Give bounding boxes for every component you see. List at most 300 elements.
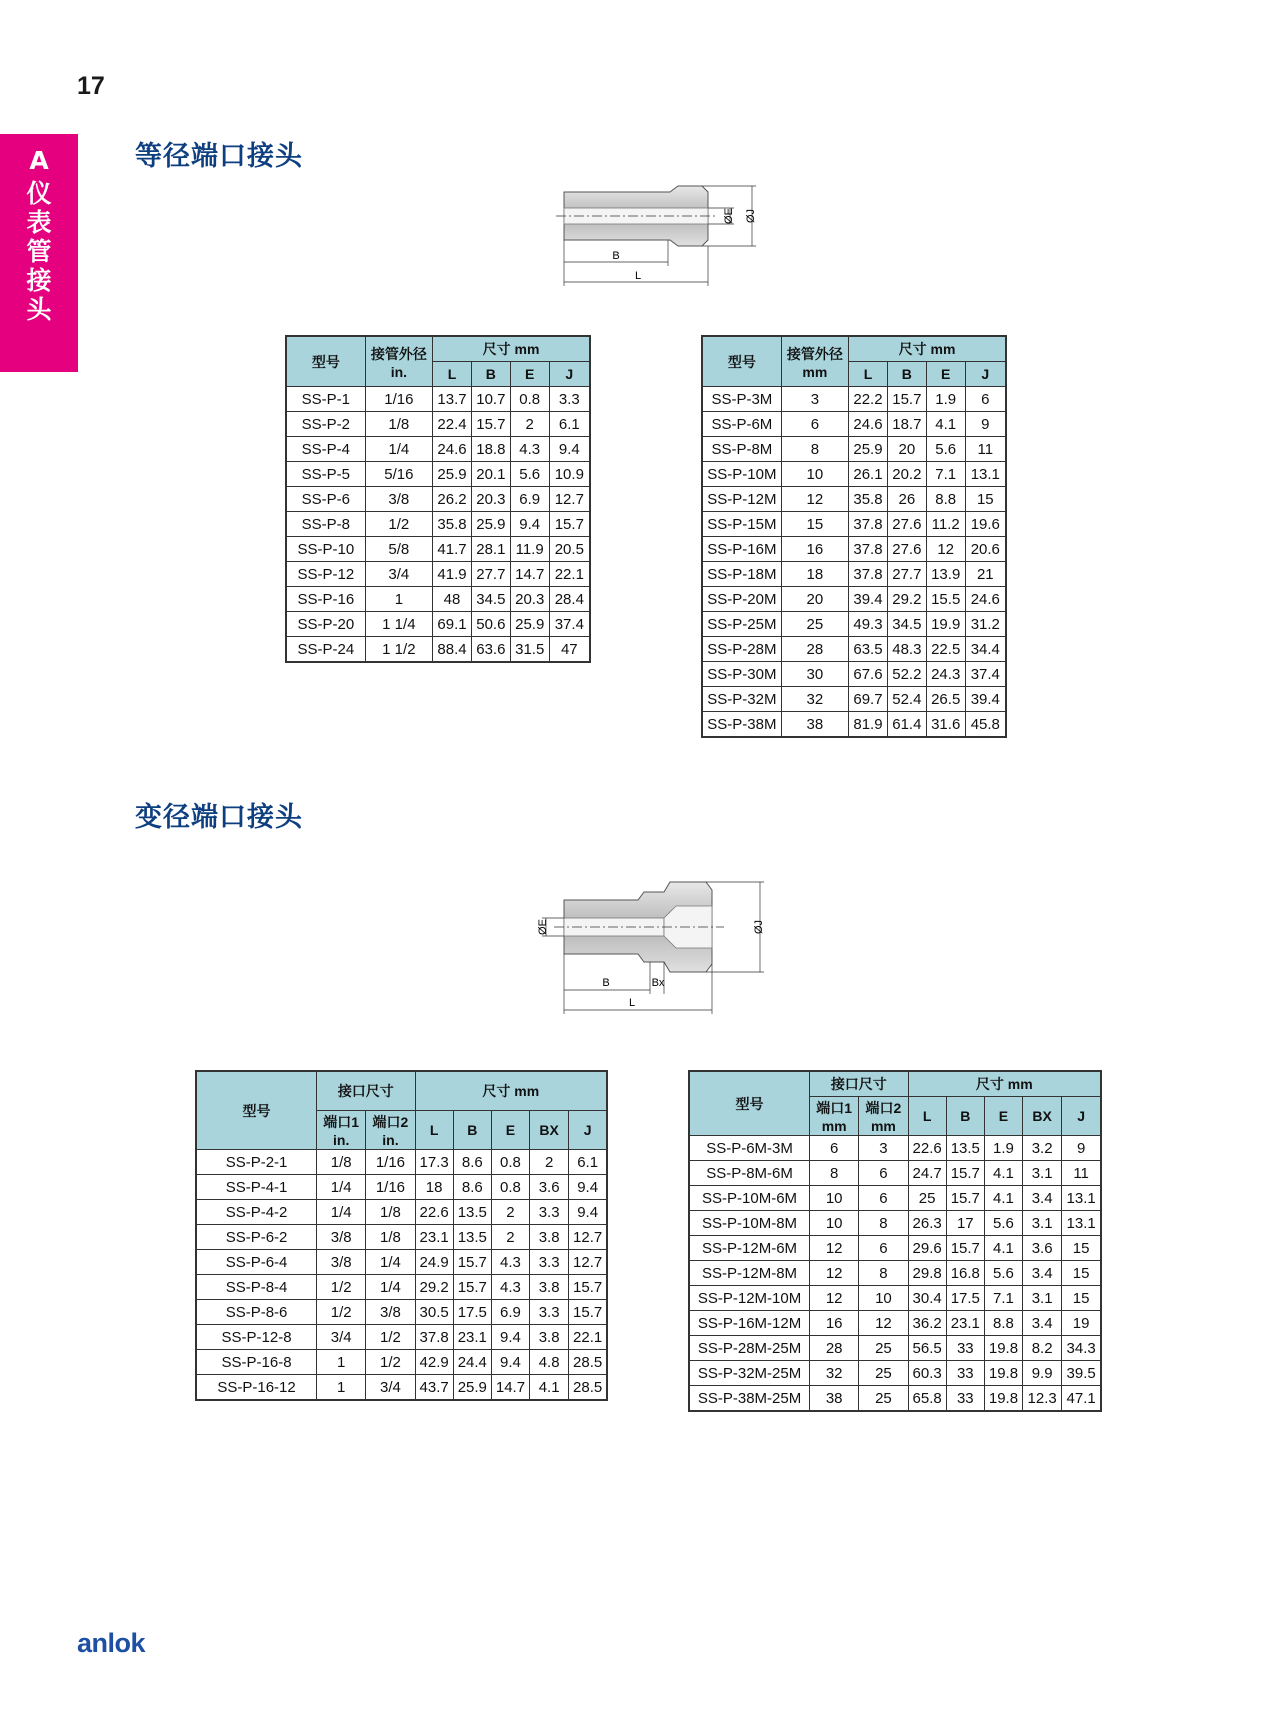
cell-value: 3.1 <box>1023 1211 1062 1236</box>
cell-value: 27.7 <box>471 562 510 587</box>
cell-model: SS-P-16-8 <box>196 1350 317 1375</box>
cell-value: 8.2 <box>1023 1336 1062 1361</box>
cell-value: 3/8 <box>317 1225 366 1250</box>
header-dim-col: J <box>1062 1097 1101 1136</box>
cell-value: 9.4 <box>569 1200 607 1225</box>
cell-value: 24.9 <box>415 1250 453 1275</box>
cell-value: 22.1 <box>549 562 590 587</box>
cell-value: 15.7 <box>569 1275 607 1300</box>
table-row <box>702 712 1006 738</box>
page-number: 17 <box>77 72 105 100</box>
cell-value: 4.1 <box>984 1186 1022 1211</box>
header-model: 型号 <box>689 1071 810 1136</box>
cell-value: 5.6 <box>984 1261 1022 1286</box>
cell-value: 9.9 <box>1023 1361 1062 1386</box>
cell-value: 10 <box>859 1286 908 1311</box>
cell-value: 12 <box>810 1236 859 1261</box>
cell-value: 2 <box>510 412 549 437</box>
dim-label-b: B <box>612 250 620 262</box>
cell-model: SS-P-18M <box>702 562 781 587</box>
cell-value: 15 <box>965 487 1006 512</box>
cell-value: 41.9 <box>433 562 472 587</box>
header-dim-col: BX <box>1023 1097 1062 1136</box>
cell-value: 15.7 <box>471 412 510 437</box>
cell-value: 52.2 <box>887 662 926 687</box>
header-port1: 端口1 mm <box>810 1097 859 1136</box>
cell-value: 24.6 <box>849 412 888 437</box>
cell-value: 48.3 <box>887 637 926 662</box>
cell-value: 3.1 <box>1023 1161 1062 1186</box>
cell-value: 25.9 <box>510 612 549 637</box>
cell-value: 30 <box>781 662 848 687</box>
cell-value: 26 <box>887 487 926 512</box>
reducing-port-fitting-diagram <box>528 870 788 1030</box>
cell-value: 2 <box>530 1150 569 1175</box>
cell-value: 20 <box>887 437 926 462</box>
cell-value: 13.9 <box>926 562 965 587</box>
cell-value: 19.9 <box>926 612 965 637</box>
cell-value: 15.7 <box>453 1250 491 1275</box>
table-row <box>702 412 1006 437</box>
cell-value: 12 <box>810 1261 859 1286</box>
header-dim-col: E <box>491 1111 529 1150</box>
cell-value: 12 <box>810 1286 859 1311</box>
cell-value: 3/4 <box>366 1375 415 1401</box>
cell-value: 1/2 <box>366 1350 415 1375</box>
cell-value: 28.1 <box>471 537 510 562</box>
header-port2: 端口2 mm <box>859 1097 908 1136</box>
table-row <box>689 1211 1101 1236</box>
cell-value: 50.6 <box>471 612 510 637</box>
cell-value: 16.8 <box>946 1261 984 1286</box>
reducing-port-metric-table <box>688 1070 1102 1412</box>
cell-model: SS-P-12M-10M <box>689 1286 810 1311</box>
header-port1: 端口1 in. <box>317 1111 366 1150</box>
cell-value: 48 <box>433 587 472 612</box>
cell-value: 37.8 <box>849 512 888 537</box>
dim-label-b: B <box>602 977 610 989</box>
cell-value: 1/4 <box>366 1275 415 1300</box>
table-row <box>196 1325 607 1350</box>
cell-value: 34.5 <box>471 587 510 612</box>
cell-value: 37.4 <box>549 612 590 637</box>
cell-model: SS-P-28M-25M <box>689 1336 810 1361</box>
cell-value: 25.9 <box>471 512 510 537</box>
cell-value: 22.1 <box>569 1325 607 1350</box>
cell-value: 22.6 <box>908 1136 946 1161</box>
cell-value: 35.8 <box>849 487 888 512</box>
table-row <box>689 1311 1101 1336</box>
cell-value: 16 <box>781 537 848 562</box>
cell-value: 25.9 <box>849 437 888 462</box>
cell-value: 39.4 <box>965 687 1006 712</box>
cell-value: 5/16 <box>365 462 432 487</box>
cell-value: 37.8 <box>415 1325 453 1350</box>
cell-value: 6.1 <box>549 412 590 437</box>
table-row <box>196 1250 607 1275</box>
table-row <box>689 1161 1101 1186</box>
cell-model: SS-P-20 <box>286 612 365 637</box>
cell-model: SS-P-6M-3M <box>689 1136 810 1161</box>
cell-value: 25 <box>859 1386 908 1412</box>
cell-value: 42.9 <box>415 1350 453 1375</box>
cell-value: 1 <box>365 587 432 612</box>
table-row <box>702 587 1006 612</box>
cell-value: 13.1 <box>965 462 1006 487</box>
cell-value: 35.8 <box>433 512 472 537</box>
cell-value: 28.5 <box>569 1350 607 1375</box>
cell-value: 1.9 <box>926 387 965 412</box>
cell-value: 15.7 <box>453 1275 491 1300</box>
cell-value: 7.1 <box>984 1286 1022 1311</box>
cell-model: SS-P-5 <box>286 462 365 487</box>
cell-model: SS-P-38M <box>702 712 781 738</box>
cell-value: 34.4 <box>965 637 1006 662</box>
cell-value: 63.6 <box>471 637 510 663</box>
dim-label-e: ØE <box>537 919 549 935</box>
table-row <box>196 1200 607 1225</box>
cell-value: 37.8 <box>849 562 888 587</box>
cell-value: 1/16 <box>366 1150 415 1175</box>
cell-value: 0.8 <box>491 1150 529 1175</box>
cell-value: 37.8 <box>849 537 888 562</box>
table-row <box>702 537 1006 562</box>
cell-value: 19.8 <box>984 1336 1022 1361</box>
header-port-size: 接口尺寸 <box>810 1071 908 1097</box>
header-model: 型号 <box>286 336 365 387</box>
header-dim-col: B <box>471 362 510 387</box>
cell-value: 20.3 <box>510 587 549 612</box>
cell-value: 3/8 <box>365 487 432 512</box>
cell-value: 9 <box>1062 1136 1101 1161</box>
cell-value: 33 <box>946 1386 984 1412</box>
cell-model: SS-P-32M-25M <box>689 1361 810 1386</box>
cell-value: 52.4 <box>887 687 926 712</box>
table-row <box>286 537 590 562</box>
header-dim-col: J <box>965 362 1006 387</box>
side-section-tab <box>0 134 78 372</box>
cell-value: 15 <box>781 512 848 537</box>
cell-value: 12.7 <box>569 1250 607 1275</box>
cell-value: 16 <box>810 1311 859 1336</box>
cell-model: SS-P-12M <box>702 487 781 512</box>
header-dim-col: B <box>946 1097 984 1136</box>
cell-value: 25.9 <box>453 1375 491 1401</box>
header-dim-col: E <box>926 362 965 387</box>
header-dim-col: E <box>510 362 549 387</box>
cell-value: 12.3 <box>1023 1386 1062 1412</box>
cell-value: 1/4 <box>317 1200 366 1225</box>
cell-model: SS-P-10M <box>702 462 781 487</box>
cell-value: 3.3 <box>530 1200 569 1225</box>
cell-value: 47.1 <box>1062 1386 1101 1412</box>
cell-value: 24.4 <box>453 1350 491 1375</box>
table-row <box>196 1375 607 1401</box>
cell-value: 39.4 <box>849 587 888 612</box>
cell-value: 60.3 <box>908 1361 946 1386</box>
cell-value: 3.6 <box>530 1175 569 1200</box>
cell-value: 27.6 <box>887 512 926 537</box>
cell-value: 24.6 <box>433 437 472 462</box>
cell-value: 1 <box>317 1375 366 1401</box>
header-dimensions: 尺寸 mm <box>849 336 1006 362</box>
cell-value: 31.6 <box>926 712 965 738</box>
cell-value: 39.5 <box>1062 1361 1101 1386</box>
cell-value: 20.5 <box>549 537 590 562</box>
cell-value: 23.1 <box>415 1225 453 1250</box>
cell-model: SS-P-15M <box>702 512 781 537</box>
cell-value: 33 <box>946 1336 984 1361</box>
cell-value: 5/8 <box>365 537 432 562</box>
cell-value: 6.9 <box>510 487 549 512</box>
cell-value: 8 <box>781 437 848 462</box>
cell-value: 4.1 <box>530 1375 569 1401</box>
cell-value: 8 <box>859 1261 908 1286</box>
cell-value: 29.8 <box>908 1261 946 1286</box>
cell-value: 3/8 <box>366 1300 415 1325</box>
cell-value: 7.1 <box>926 462 965 487</box>
cell-value: 5.6 <box>926 437 965 462</box>
cell-value: 4.1 <box>984 1236 1022 1261</box>
cell-model: SS-P-30M <box>702 662 781 687</box>
header-dimensions: 尺寸 mm <box>415 1071 607 1111</box>
table-row <box>689 1286 1101 1311</box>
cell-value: 32 <box>781 687 848 712</box>
header-dim-col: B <box>887 362 926 387</box>
cell-value: 38 <box>781 712 848 738</box>
table-row <box>286 637 590 663</box>
cell-value: 14.7 <box>491 1375 529 1401</box>
cell-value: 6 <box>859 1186 908 1211</box>
cell-value: 18.8 <box>471 437 510 462</box>
cell-value: 38 <box>810 1386 859 1412</box>
table-row <box>196 1300 607 1325</box>
cell-value: 29.6 <box>908 1236 946 1261</box>
cell-model: SS-P-20M <box>702 587 781 612</box>
cell-value: 1/4 <box>365 437 432 462</box>
cell-value: 20.2 <box>887 462 926 487</box>
cell-value: 24.7 <box>908 1161 946 1186</box>
side-tab-char: 仪 <box>26 179 52 208</box>
cell-value: 15 <box>1062 1236 1101 1261</box>
header-dimensions: 尺寸 mm <box>908 1071 1101 1097</box>
equal-port-metric-table <box>701 335 1007 738</box>
cell-value: 3/8 <box>317 1250 366 1275</box>
cell-value: 8.6 <box>453 1150 491 1175</box>
cell-value: 37.4 <box>965 662 1006 687</box>
cell-value: 4.8 <box>530 1350 569 1375</box>
cell-value: 33 <box>946 1361 984 1386</box>
table-row <box>702 687 1006 712</box>
cell-model: SS-P-4-1 <box>196 1175 317 1200</box>
table-row <box>689 1186 1101 1211</box>
cell-value: 29.2 <box>887 587 926 612</box>
brand-logo: anlok <box>77 1628 146 1658</box>
table-row <box>689 1236 1101 1261</box>
cell-value: 6 <box>859 1236 908 1261</box>
cell-value: 45.8 <box>965 712 1006 738</box>
cell-value: 18 <box>415 1175 453 1200</box>
cell-value: 10.7 <box>471 387 510 412</box>
cell-value: 1/16 <box>365 387 432 412</box>
cell-value: 13.1 <box>1062 1211 1101 1236</box>
cell-value: 28.4 <box>549 587 590 612</box>
table-row <box>689 1336 1101 1361</box>
table-row <box>286 412 590 437</box>
cell-value: 5.6 <box>510 462 549 487</box>
cell-value: 1 <box>317 1350 366 1375</box>
table-row <box>286 387 590 412</box>
cell-value: 5.6 <box>984 1211 1022 1236</box>
cell-value: 11.2 <box>926 512 965 537</box>
cell-value: 19.6 <box>965 512 1006 537</box>
table-row <box>689 1136 1101 1161</box>
cell-model: SS-P-10M-8M <box>689 1211 810 1236</box>
cell-value: 61.4 <box>887 712 926 738</box>
side-tab-char: 接 <box>26 266 52 295</box>
cell-value: 28 <box>810 1336 859 1361</box>
table-row <box>702 462 1006 487</box>
cell-model: SS-P-2 <box>286 412 365 437</box>
header-model: 型号 <box>702 336 781 387</box>
cell-value: 8.8 <box>926 487 965 512</box>
cell-value: 41.7 <box>433 537 472 562</box>
cell-value: 21 <box>965 562 1006 587</box>
section-title-reducing-port: 变径端口接头 <box>135 802 303 833</box>
cell-value: 67.6 <box>849 662 888 687</box>
cell-model: SS-P-8 <box>286 512 365 537</box>
cell-value: 15.7 <box>946 1236 984 1261</box>
cell-value: 9 <box>965 412 1006 437</box>
cell-value: 1/8 <box>365 412 432 437</box>
cell-value: 9.4 <box>510 512 549 537</box>
cell-value: 4.1 <box>926 412 965 437</box>
cell-value: 3.3 <box>530 1250 569 1275</box>
cell-value: 36.2 <box>908 1311 946 1336</box>
table-row <box>196 1225 607 1250</box>
cell-value: 3.1 <box>1023 1286 1062 1311</box>
header-dim-col: L <box>433 362 472 387</box>
cell-value: 12.7 <box>549 487 590 512</box>
cell-value: 18.7 <box>887 412 926 437</box>
cell-value: 9.4 <box>549 437 590 462</box>
cell-value: 15.7 <box>946 1161 984 1186</box>
cell-value: 26.3 <box>908 1211 946 1236</box>
dim-label-l: L <box>628 997 636 1009</box>
cell-value: 30.5 <box>415 1300 453 1325</box>
cell-value: 11 <box>965 437 1006 462</box>
cell-value: 1/8 <box>317 1150 366 1175</box>
table-row <box>286 487 590 512</box>
header-tube-od: 接管外径 in. <box>365 336 432 387</box>
table-row <box>702 487 1006 512</box>
cell-value: 6 <box>859 1161 908 1186</box>
cell-value: 1/2 <box>366 1325 415 1350</box>
cell-value: 49.3 <box>849 612 888 637</box>
cell-value: 15.7 <box>569 1300 607 1325</box>
cell-value: 6.9 <box>491 1300 529 1325</box>
cell-value: 1/2 <box>365 512 432 537</box>
cell-value: 20.3 <box>471 487 510 512</box>
cell-value: 0.8 <box>491 1175 529 1200</box>
cell-model: SS-P-32M <box>702 687 781 712</box>
cell-value: 47 <box>549 637 590 663</box>
table-row <box>702 637 1006 662</box>
cell-value: 26.5 <box>926 687 965 712</box>
cell-model: SS-P-2-1 <box>196 1150 317 1175</box>
cell-value: 1/4 <box>366 1250 415 1275</box>
header-dim-col: B <box>453 1111 491 1150</box>
cell-value: 19.8 <box>984 1386 1022 1412</box>
cell-value: 43.7 <box>415 1375 453 1401</box>
cell-model: SS-P-6 <box>286 487 365 512</box>
cell-value: 27.6 <box>887 537 926 562</box>
cell-value: 69.1 <box>433 612 472 637</box>
cell-value: 6 <box>781 412 848 437</box>
cell-model: SS-P-6-4 <box>196 1250 317 1275</box>
cell-value: 8 <box>810 1161 859 1186</box>
cell-value: 12 <box>781 487 848 512</box>
header-dim-col: L <box>415 1111 453 1150</box>
cell-model: SS-P-12-8 <box>196 1325 317 1350</box>
table-row <box>689 1361 1101 1386</box>
cell-model: SS-P-4 <box>286 437 365 462</box>
cell-value: 17 <box>946 1211 984 1236</box>
cell-value: 28 <box>781 637 848 662</box>
table-row <box>286 562 590 587</box>
side-tab-char: 表 <box>26 208 52 237</box>
header-dim-col: L <box>908 1097 946 1136</box>
cell-model: SS-P-16M <box>702 537 781 562</box>
cell-value: 4.3 <box>510 437 549 462</box>
cell-value: 6 <box>965 387 1006 412</box>
equal-port-inch-table <box>285 335 591 663</box>
cell-value: 9.4 <box>491 1350 529 1375</box>
cell-model: SS-P-3M <box>702 387 781 412</box>
header-dim-col: E <box>984 1097 1022 1136</box>
header-port-size: 接口尺寸 <box>317 1071 415 1111</box>
cell-value: 22.4 <box>433 412 472 437</box>
cell-value: 1/4 <box>317 1175 366 1200</box>
cell-value: 2 <box>491 1225 529 1250</box>
cell-value: 26.1 <box>849 462 888 487</box>
dim-label-j: ØJ <box>745 208 757 224</box>
cell-value: 25 <box>781 612 848 637</box>
cell-value: 15 <box>1062 1286 1101 1311</box>
dim-label-e: ØE <box>723 208 735 224</box>
cell-value: 31.2 <box>965 612 1006 637</box>
equal-port-fitting-diagram <box>550 178 780 290</box>
cell-model: SS-P-8M <box>702 437 781 462</box>
cell-value: 1/16 <box>366 1175 415 1200</box>
cell-value: 13.5 <box>453 1200 491 1225</box>
cell-value: 11.9 <box>510 537 549 562</box>
cell-value: 1/8 <box>366 1225 415 1250</box>
table-row <box>702 612 1006 637</box>
cell-value: 9.4 <box>569 1175 607 1200</box>
cell-model: SS-P-1 <box>286 387 365 412</box>
cell-value: 25 <box>859 1361 908 1386</box>
cell-value: 28.5 <box>569 1375 607 1401</box>
cell-model: SS-P-12M-6M <box>689 1236 810 1261</box>
cell-model: SS-P-16 <box>286 587 365 612</box>
cell-model: SS-P-24 <box>286 637 365 663</box>
cell-value: 3/4 <box>317 1325 366 1350</box>
cell-value: 4.1 <box>984 1161 1022 1186</box>
cell-model: SS-P-28M <box>702 637 781 662</box>
cell-value: 13.1 <box>1062 1186 1101 1211</box>
cell-value: 81.9 <box>849 712 888 738</box>
